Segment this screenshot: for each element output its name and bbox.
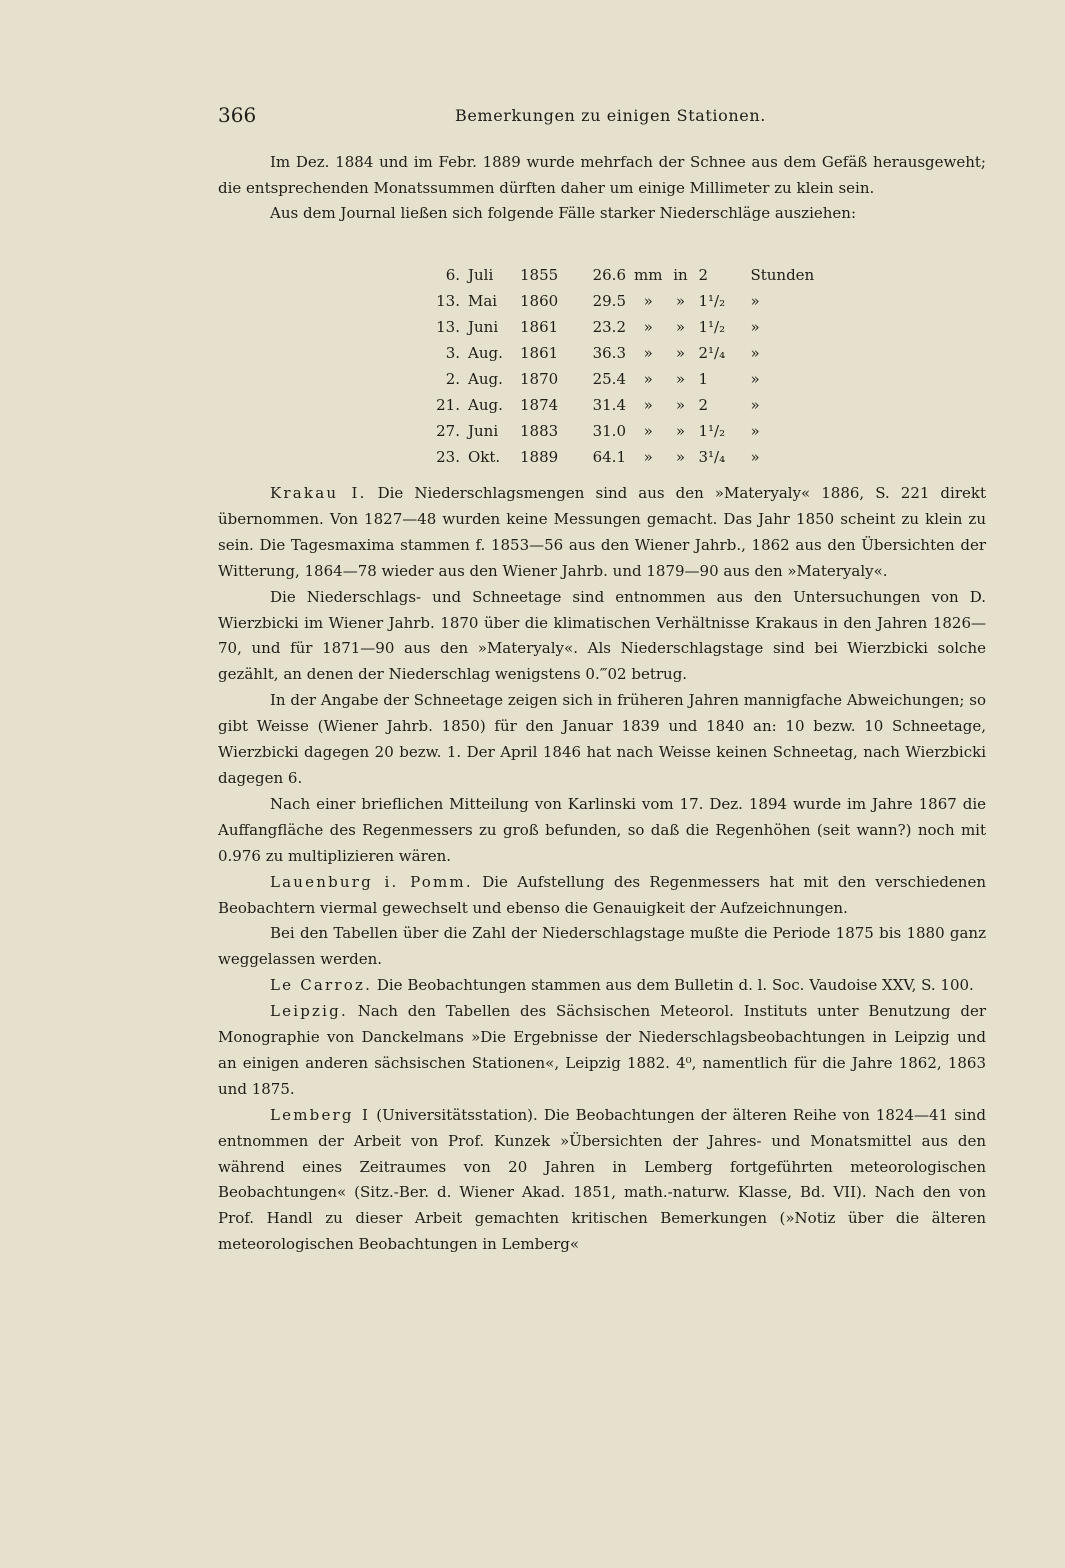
cell-in: »: [675, 370, 686, 388]
cell-year: 1855: [520, 266, 559, 284]
cell-day: 3.: [445, 344, 460, 362]
cell-month: Mai: [468, 292, 498, 310]
cell-in: »: [675, 344, 686, 362]
cell-month: Juni: [468, 422, 499, 440]
paragraph: Die Niederschlags- und Schneetage sind entnommen aus den Untersuchungen von D. Wierzbicki im Wiener Jahrb. 1870 über die klimatischen Verhältnisse Krakaus in den Jahren 1826—70, und für 1871—90 aus den »Materyaly«. Als Niederschlagstage sind bei Wierzbicki solche gezählt, an denen der Niederschlag wenigstens 0.‴02 betrug.: [218, 587, 986, 684]
heavy-precipitation-table: [420, 262, 814, 470]
table-row: [420, 444, 814, 470]
cell-dur: 1¹/₂: [698, 292, 726, 310]
cell-year: 1870: [520, 370, 559, 388]
cell-day: 2.: [445, 370, 460, 388]
cell-amount: 23.2: [592, 318, 626, 336]
cell-year: 1861: [520, 344, 559, 362]
cell-label: »: [750, 318, 760, 336]
cell-day: 21.: [436, 396, 460, 414]
paragraph-text: (Universitätsstation). Die Beobachtungen der älteren Reihe von 1824—41 sind entnommen der Arbeit von Prof. Kunzek »Übersichten der Jahres- und Monatsmittel aus den während eines Zeitraumes von 20 Jahren in Lemberg fortgeführten meteorologischen Beobachtungen« (Sitz.-Ber. d. Wiener Akad. 1851, math.-naturw. Klasse, Bd. VII). Nach den von Prof. Handl zu dieser Arbeit gemachten kritischen Bemerkungen (»Notiz über die älteren meteorologischen Beobachtungen in Lemberg«: [218, 1105, 986, 1254]
paragraph: Nach einer brieflichen Mitteilung von Karlinski vom 17. Dez. 1894 wurde im Jahre 1867 die Auffangfläche des Regenmessers zu groß befunden, so daß die Regenhöhen (seit wann?) noch mit 0.976 zu multiplizieren wären.: [218, 794, 986, 865]
cell-amount: 64.1: [592, 448, 626, 466]
cell-amount: 29.5: [592, 292, 626, 310]
cell-year: 1889: [520, 448, 559, 466]
paragraph-krakau: [218, 481, 986, 585]
table-row: [420, 288, 814, 314]
table-row: [420, 366, 814, 392]
intro-text: [218, 150, 986, 227]
paragraph: Im Dez. 1884 und im Febr. 1889 wurde mehrfach der Schnee aus dem Gefäß herausgeweht; die entsprechenden Monatssummen dürften daher um einige Millimeter zu klein sein.: [218, 153, 986, 197]
cell-day: 6.: [445, 266, 460, 284]
paragraph-lecarroz: [218, 973, 986, 999]
station-name: Lauenburg i. Pomm.: [270, 872, 473, 891]
cell-in: »: [675, 422, 686, 440]
paragraph-text: Die Beobachtungen stammen aus dem Bulletin d. l. Soc. Vaudoise XXV, S. 100.: [372, 976, 974, 995]
cell-in: »: [675, 318, 686, 336]
station-notes: [218, 481, 986, 1258]
cell-in: in: [673, 266, 688, 284]
cell-unit: »: [643, 318, 653, 336]
cell-month: Aug.: [468, 344, 503, 362]
table-row: [420, 314, 814, 340]
cell-year: 1861: [520, 318, 559, 336]
cell-unit: »: [643, 344, 653, 362]
cell-dur: 2: [698, 396, 708, 414]
cell-unit: »: [643, 370, 653, 388]
cell-month: Aug.: [468, 370, 503, 388]
cell-month: Okt.: [468, 448, 501, 466]
table-row: [420, 392, 814, 418]
paragraph: Bei den Tabellen über die Zahl der Niederschlagstage mußte die Periode 1875 bis 1880 ganz weggelassen werden.: [218, 924, 986, 969]
paragraph-lemberg: [218, 1103, 986, 1258]
cell-unit: »: [643, 292, 653, 310]
cell-unit: »: [643, 422, 653, 440]
cell-amount: 31.0: [592, 422, 626, 440]
page-header: [218, 103, 988, 131]
cell-dur: 2¹/₄: [698, 344, 726, 362]
cell-day: 13.: [436, 292, 460, 310]
paragraph-text: Nach den Tabellen des Sächsischen Meteorol. Instituts unter Benutzung der Monographie von Danckelmans »Die Ergebnisse der Niederschlagsbeobachtungen in Leipzig und an einigen anderen sächsischen Stationen«, Leipzig 1882. 4⁰, namentlich für die Jahre 1862, 1863 und 1875.: [218, 1002, 986, 1098]
cell-year: 1883: [520, 422, 559, 440]
cell-month: Juni: [468, 318, 499, 336]
cell-year: 1874: [520, 396, 559, 414]
cell-amount: 31.4: [592, 396, 626, 414]
paragraph-text: Die Niederschlagsmengen sind aus den »Materyaly« 1886, S. 221 direkt übernommen. Von 1827—48 wurden keine Messungen gemacht. Das Jahr 1850 scheint zu klein zu sein. Die Tagesmaxima stammen f. 1853—56 aus den Wiener Jahrb., 1862 aus den Übersichten der Witterung, 1864—78 wieder aus den Wiener Jahrb. und 1879—90 aus den »Materyaly«.: [218, 484, 986, 580]
table-row: [420, 340, 814, 366]
cell-month: Juli: [468, 266, 494, 284]
cell-amount: 26.6: [592, 266, 626, 284]
station-name: Leipzig.: [270, 1002, 348, 1021]
cell-in: »: [675, 292, 686, 310]
paragraph-lauenburg: [218, 870, 986, 922]
cell-label: »: [750, 422, 760, 440]
cell-label: »: [750, 448, 760, 466]
cell-day: 27.: [436, 422, 460, 440]
cell-label: »: [750, 344, 760, 362]
paragraph-text: Die Aufstellung des Regenmessers hat mit den verschiedenen Beobachtern viermal gewechselt und ebenso die Genauigkeit der Aufzeichnungen.: [218, 872, 986, 917]
cell-unit: »: [643, 396, 653, 414]
station-name: Lemberg I: [270, 1105, 371, 1124]
station-name: Le Carroz.: [270, 976, 373, 995]
cell-unit: mm: [634, 266, 663, 284]
cell-dur: 2: [698, 266, 708, 284]
cell-dur: 3¹/₄: [698, 448, 726, 466]
cell-in: »: [675, 448, 686, 466]
cell-label: »: [750, 292, 760, 310]
cell-dur: 1¹/₂: [698, 318, 726, 336]
page-number: 366: [218, 103, 257, 127]
cell-in: »: [675, 396, 686, 414]
cell-unit: »: [643, 448, 653, 466]
cell-month: Aug.: [468, 396, 503, 414]
paragraph: Aus dem Journal ließen sich folgende Fälle starker Niederschläge ausziehen:: [270, 204, 857, 223]
cell-day: 13.: [436, 318, 460, 336]
table-row: [420, 262, 814, 288]
cell-amount: 36.3: [592, 344, 626, 362]
cell-day: 23.: [436, 448, 460, 466]
cell-year: 1860: [520, 292, 559, 310]
paragraph-leipzig: [218, 999, 986, 1103]
station-name: Krakau I.: [270, 484, 367, 502]
table-row: [420, 418, 814, 444]
cell-dur: 1¹/₂: [698, 422, 726, 440]
cell-amount: 25.4: [592, 370, 626, 388]
running-head: Bemerkungen zu einigen Stationen.: [455, 106, 766, 125]
cell-label: »: [750, 370, 760, 388]
cell-label: »: [750, 396, 760, 414]
cell-label: Stunden: [750, 266, 815, 284]
paragraph: In der Angabe der Schneetage zeigen sich in früheren Jahren mannigfache Abweichungen; so gibt Weisse (Wiener Jahrb. 1850) für den Januar 1839 und 1840 an: 10 bezw. 10 Schneetage, Wierzbicki dagegen 20 bezw. 1. Der April 1846 hat nach Weisse keinen Schneetag, nach Wierzbicki dagegen 6.: [218, 691, 986, 787]
cell-dur: 1: [698, 370, 708, 388]
